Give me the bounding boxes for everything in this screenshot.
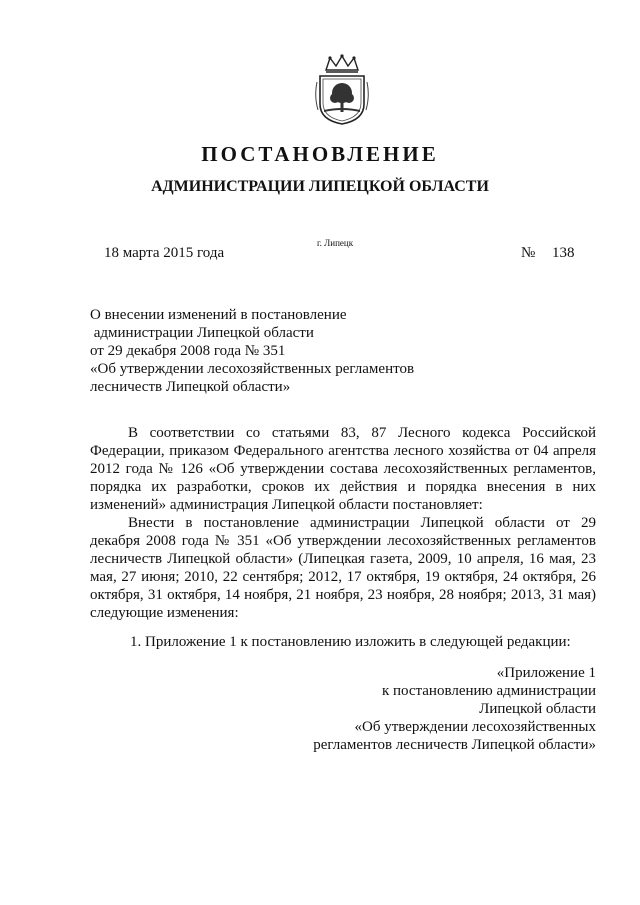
- subject-line: лесничеств Липецкой области»: [90, 379, 291, 395]
- appendix-line: Липецкой области: [479, 701, 596, 717]
- body-item: 1. Приложение 1 к постановлению изложить в следующей редакции:: [130, 634, 571, 650]
- document-body: [90, 424, 596, 622]
- document-subtitle: АДМИНИСТРАЦИИ ЛИПЕЦКОЙ ОБЛАСТИ: [151, 178, 489, 195]
- appendix-line: к постановлению администрации: [381, 683, 596, 699]
- document-city: г. Липецк: [317, 238, 354, 248]
- appendix-line: «Приложение 1: [496, 665, 596, 681]
- document-number: 138: [552, 245, 575, 261]
- subject-line: администрации Липецкой области: [90, 325, 314, 341]
- appendix-heading: [313, 664, 596, 754]
- subject-line: О внесении изменений в постановление: [90, 307, 347, 323]
- body-paragraph: Внести в постановление администрации Липецкой области от 29 декабря 2008 года № 351 «Об утверждении лесохозяйственных регламентов лесничеств Липецкой области» (Липецкая газета, 2009, 10 апреля, 16 мая, 23 мая, 27 июня; 2010, 22 сентября; 2012, 17 октября, 19 октября, 24 октября, 26 октября, 31 октября, 14 ноября, 21 ноября, 23 ноября, 28 ноября; 2013, 31 мая) следующие изменения:: [90, 515, 596, 621]
- document-title: ПОСТАНОВЛЕНИЕ: [201, 142, 439, 166]
- coat-of-arms-icon: [314, 52, 370, 126]
- document-number-sign: №: [521, 245, 536, 261]
- document-subject: [90, 306, 414, 396]
- appendix-line: «Об утверждении лесохозяйственных: [354, 719, 596, 735]
- body-paragraph: В соответствии со статьями 83, 87 Лесного кодекса Российской Федерации, приказом Федерального агентства лесного хозяйства от 04 апреля 2012 года № 126 «Об утверждении состава лесохозяйственных регламентов, порядка их разработки, сроков их действия и порядка внесения в них изменений» администрация Липецкой области постановляет:: [90, 425, 596, 513]
- subject-line: «Об утверждении лесохозяйственных регламентов: [90, 361, 415, 377]
- appendix-line: регламентов лесничеств Липецкой области»: [313, 737, 596, 753]
- document-date: 18 марта 2015 года: [104, 245, 225, 261]
- subject-line: от 29 декабря 2008 года № 351: [90, 343, 286, 359]
